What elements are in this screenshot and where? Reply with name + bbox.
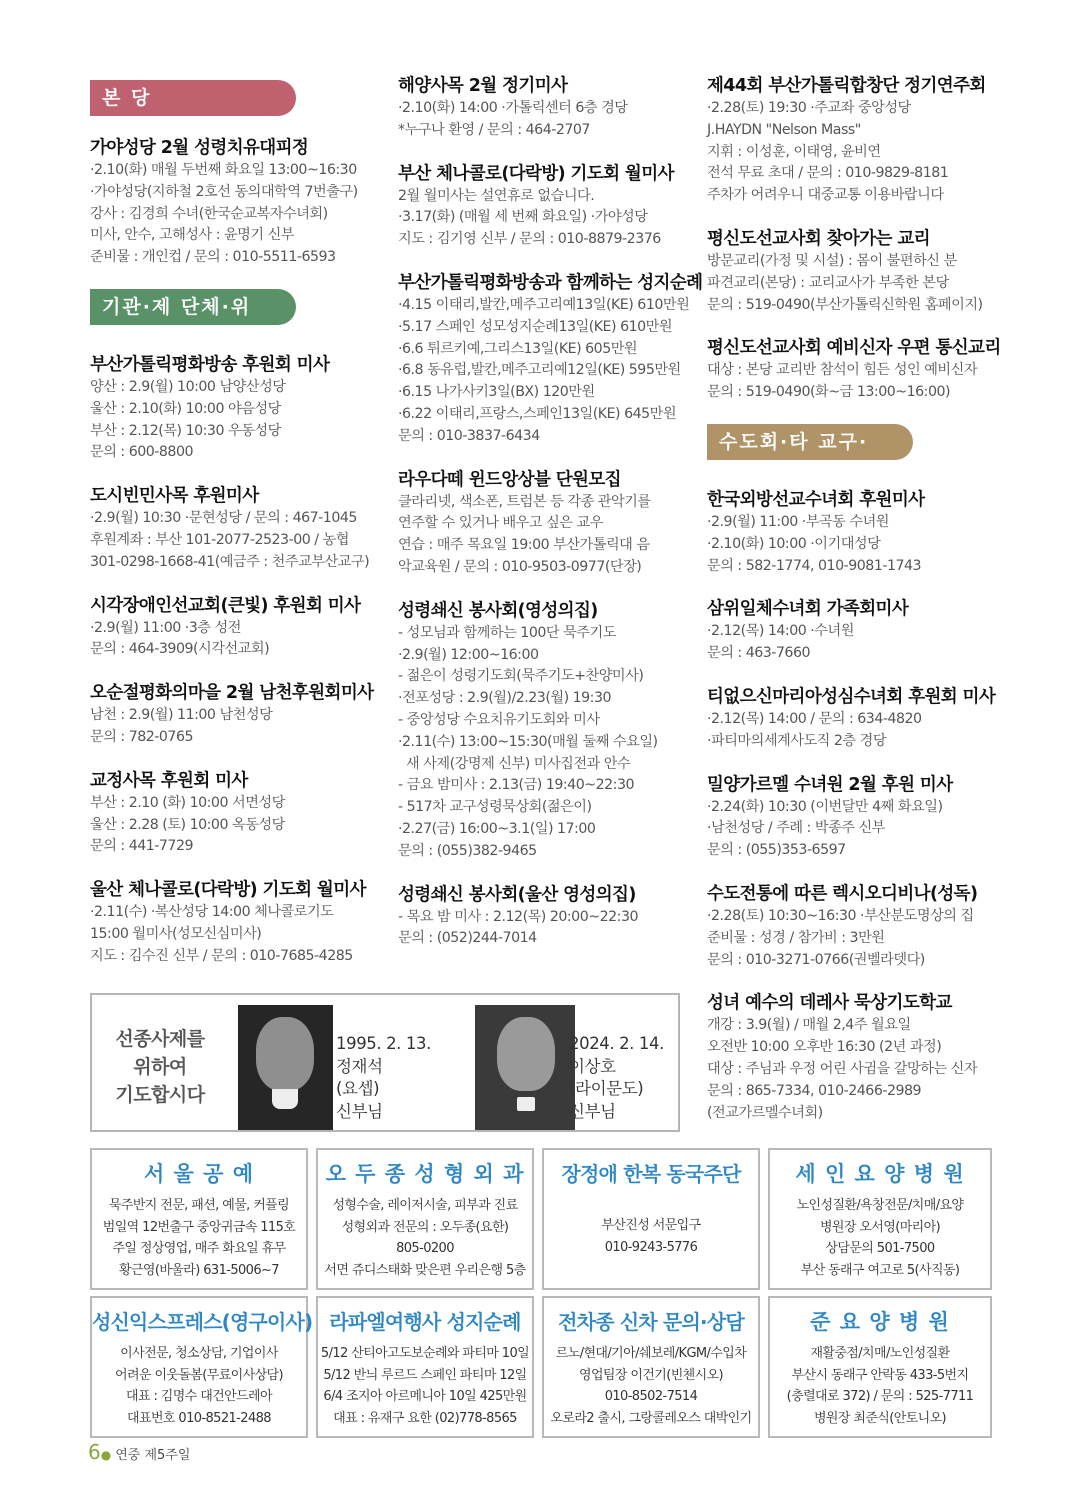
notice-title: 평신도선교사회 찾아가는 교리 [707,228,930,249]
notice-title: 가야성당 2월 성령치유대피정 [90,138,309,158]
notice-item [398,74,693,142]
section-header-religious: 수도회·타 교구·기타 [707,424,913,460]
ad-title: 라파엘여행사 성지순례 [329,1310,521,1334]
column-2 [398,74,703,970]
notice-item [398,883,693,951]
notice-line: 주차가 어려우니 대중교통 이용바랍니다 [707,187,944,204]
notice-line: 강사 : 김경희 수녀(한국순교복자수녀회) [90,205,328,222]
ad-box: 서 울 공 예 묵주반지 전문, 패션, 예물, 커플링 범일역 12번출구 중앙귀금속 115호 주일 정상영업, 매주 화요일 휴무 황근영(바울라) 631-5006~7 [90,1148,308,1290]
notice-line: 부산 : 2.10 (화) 10:00 서면성당 [90,794,285,811]
notice-line: 오전반 10:00 오후반 16:30 (2년 과정) [707,1039,942,1056]
ad-box: 세 인 요 양 병 원 노인성질환/욕창전문/치매/요양 병원장 오서영(마리아) 상담문의 501-7500 부산 동래구 여고로 5(사직동) [768,1148,992,1290]
notice-line: J.HAYDN "Nelson Mass" [707,121,861,138]
notice-line: ·6.15 나가사키3일(BX) 120만원 [398,384,595,401]
notice-line: 클라리넷, 색소폰, 트럼본 등 각종 관악기를 [398,493,651,510]
notice-line: 파견교리(본당) : 교리교사가 부족한 본당 [707,274,949,291]
notice-line: ·2.9(월) 11:00 ·3층 성전 [90,619,241,636]
notice-line: 양산 : 2.9(월) 10:00 남양산성당 [90,378,286,395]
notice-item [398,271,703,448]
section-header-organizations: 기관·제 단체·위원회 [90,289,296,325]
notice-line: ·6.8 동유럽,발칸,메주고리예12일(KE) 595만원 [398,362,681,379]
notice-line: - 성모님과 함께하는 100단 묵주기도 [398,624,616,641]
notice-item [398,162,693,251]
notice-line: ·2.12(목) 14:00 / 문의 : 634-4820 [707,710,922,727]
notice-line: - 중앙성당 수요치유기도회와 미사 [398,711,600,728]
notice-item [90,594,385,662]
notice-line: ·6.6 튀르키예,그리스13일(KE) 605만원 [398,340,638,357]
notice-item [707,991,1002,1124]
notice-title: 시각장애인선교회(큰빛) 후원회 미사 [90,595,361,616]
page-number: 6 [88,1440,101,1464]
ad-title: 오 두 종 성 형 외 과 [325,1162,525,1186]
notice-item [707,773,1002,862]
column-1 [90,74,385,988]
notice-line: 지도 : 김기영 신부 / 문의 : 010-8879-2376 [398,231,661,248]
notice-line: 문의 : 464-3909(시각선교회) [90,641,270,658]
notice-line: 방문교리(가정 및 시설) : 몸이 불편하신 분 [707,252,957,269]
notice-line: 울산 : 2.28 (토) 10:00 옥동성당 [90,816,285,833]
notice-line: 문의 : 600-8800 [90,444,194,461]
ad-box: 오 두 종 성 형 외 과 성형수술, 레이저시술, 피부과 진료 성형외과 전문의 : 오두종(요한) 805-0200 서면 쥬디스태화 맞은편 우리은행 5층 [316,1148,534,1290]
notice-title: 한국외방선교수녀회 후원미사 [707,489,925,510]
notice-line: 문의 : 519-0490(화~금 13:00~16:00) [707,384,951,401]
notice-item [90,484,385,573]
notice-line: ·5.17 스페인 성모성지순례13일(KE) 610만원 [398,318,673,335]
notice-item [90,681,385,749]
notice-item [707,685,1002,753]
notice-line: ·2.10(화) 매월 두번째 화요일 13:00~16:30 [90,162,357,178]
notice-item [707,488,1002,577]
column-3 [707,74,1002,1144]
priest-photo [475,1005,575,1130]
notice-line: 악교육원 / 문의 : 010-9503-0977(단장) [398,558,642,575]
notice-title: 삼위일체수녀회 가족회미사 [707,599,909,620]
notice-line: ·2.27(금) 16:00~3.1(일) 17:00 [398,820,596,837]
priest-info: 2024. 2. 14. 이상호 (라이문도) 신부님 [569,1034,664,1121]
notice-line: 문의 : 519-0490(부산가톨릭신학원 홈페이지) [707,296,983,313]
notice-line: 울산 : 2.10(화) 10:00 야음성당 [90,400,281,417]
priest-photo [238,1005,333,1130]
notice-line: 전석 무료 초대 / 문의 : 010-9829-8181 [707,165,949,182]
notice-item [90,136,385,269]
notice-title: 해양사목 2월 정기미사 [398,76,568,96]
notice-line: 문의 : 010-3837-6434 [398,427,540,444]
notice-line: ·파티마의세계사도직 2층 경당 [707,732,887,749]
notice-line: 문의 : (052)244-7014 [398,930,537,947]
notice-item [707,597,1002,665]
notice-title: 부산가톨릭평화방송 후원회 미사 [90,354,330,375]
notice-item [707,882,1002,971]
notice-line: 남천 : 2.9(월) 11:00 남천성당 [90,707,273,724]
ad-box: 라파엘여행사 성지순례 5/12 산티아고도보순례와 파티마 10일 5/12 반늬 루르드 스페인 파티마 12일 6/4 조지아 아르메니아 10일 425만원 대표 : 유재구 요한 (02)778-8565 [316,1296,534,1438]
memorial-box [90,993,680,1132]
notice-title: 수도전통에 따른 렉시오디비나(성독) [707,883,978,904]
notice-line: 대상 : 주님과 우정 어린 사귐을 갈망하는 신자 [707,1060,978,1077]
notice-line: ·2.28(토) 10:30~16:30 ·부산분도명상의 집 [707,907,974,924]
bullet-icon: ● [100,1448,112,1462]
notice-item [90,353,385,464]
notice-item [90,878,385,967]
notice-line: 연주할 수 있거나 배우고 싶은 교우 [398,515,603,532]
notice-title: 평신도선교사회 예비신자 우편 통신교리 [707,338,1001,359]
ad-title: 서 울 공 예 [143,1162,255,1186]
notice-line: ·3.17(화) (매월 세 번째 화요일) ·가야성당 [398,209,648,226]
notice-line: 15:00 월미사(성모신심미사) [90,925,262,942]
notice-line: 개강 : 3.9(월) / 매월 2,4주 월요일 [707,1017,911,1034]
ad-box: 성신익스프레스(영구이사) 이사전문, 청소상담, 기업이사 어려운 이웃돌봄(무료이사상담) 대표 : 김명수 대건안드레아 대표번호 010-8521-2488 [90,1296,308,1438]
notice-item [398,599,693,863]
notice-line: ·2.11(수) 13:00~15:30(매월 둘째 수요일) [398,733,658,750]
notice-line: 후원계좌 : 부산 101-2077-2523-00 / 농협 [90,531,349,548]
notice-title: 성령쇄신 봉사회(울산 영성의집) [398,884,636,905]
page-footer [88,1440,190,1464]
notice-title: 부산 체나콜로(다락방) 기도회 월미사 [398,163,674,184]
notice-line: 문의 : 441-7729 [90,838,194,855]
notice-line: 연습 : 매주 목요일 19:00 부산가톨릭대 음 [398,537,650,554]
notice-title: 라우다떼 윈드앙상블 단원모집 [398,469,621,490]
notice-line: ·남천성당 / 주례 : 박종주 신부 [707,820,885,837]
notice-line: 지도 : 김수진 신부 / 문의 : 010-7685-4285 [90,947,353,964]
notice-title: 부산가톨릭평화방송과 함께하는 성지순례 [398,272,703,293]
memorial-heading: 선종사제를 위하여 기도합시다 [115,1028,205,1106]
notice-line: ·2.10(화) 14:00 ·가톨릭센터 6층 경당 [398,100,628,116]
notice-title: 울산 체나콜로(다락방) 기도회 월미사 [90,880,366,901]
notice-line: ·2.10(화) 10:00 ·이기대성당 [707,535,881,552]
notice-line: ·4.15 이태리,발칸,메주고리예13일(KE) 610만원 [398,296,690,313]
notice-line: - 젊은이 성령기도회(묵주기도+찬양미사) [398,668,644,685]
notice-item [398,468,693,579]
notice-line: ·2.28(토) 19:30 ·주교좌 중앙성당 [707,100,911,116]
ad-title: 세 인 요 양 병 원 [795,1162,965,1186]
notice-line: 문의 : 782-0765 [90,728,194,745]
ad-title: 전차종 신차 문의·상담 [558,1310,744,1334]
notice-line: 준비물 : 개인컵 / 문의 : 010-5511-6593 [90,249,336,266]
ad-box: 준 요 양 병 원 재활중점/치매/노인성질환 부산시 동래구 안락동 433-5번지 (충렬대로 372) / 문의 : 525-7711 병원장 최준식(안토니오) [768,1296,992,1438]
notice-line: 문의 : 865-7334, 010-2466-2989 [707,1082,922,1099]
notice-line: 문의 : 463-7660 [707,645,811,662]
notice-line: ·가야성당(지하철 2호선 동의대학역 7번출구) [90,183,358,200]
notice-item [90,769,385,858]
notice-item [707,227,1002,316]
notice-line: ·2.9(월) 10:30 ·문현성당 / 문의 : 467-1045 [90,510,357,527]
notice-line: ·6.22 이태리,프랑스,스페인13일(KE) 645만원 [398,405,677,422]
notice-line: 대상 : 본당 교리반 참석이 힘든 성인 예비신자 [707,362,978,379]
notice-title: 제44회 부산가톨릭합창단 정기연주회 [707,76,986,96]
notice-line: ·전포성당 : 2.9(월)/2.23(월) 19:30 [398,690,612,707]
notice-line: - 517차 교구성령묵상회(젊은이) [398,799,592,816]
notice-title: 성녀 예수의 데레사 묵상기도학교 [707,993,952,1014]
notice-title: 도시빈민사목 후원미사 [90,486,259,507]
notice-line: ·2.11(수) ·복산성당 14:00 체나콜로기도 [90,904,334,921]
notice-line: 301-0298-1668-41(예금주 : 천주교부산교구) [90,553,370,570]
notice-title: 티없으신마리아성심수녀회 후원회 미사 [707,686,996,707]
notice-line: 부산 : 2.12(목) 10:30 우동성당 [90,422,281,439]
ad-box: 장정애 한복 동국주단 부산진성 서문입구 010-9243-5776 [542,1148,760,1290]
notice-line: ·2.9(월) 11:00 ·부곡동 수녀원 [707,513,890,530]
notice-line: 준비물 : 성경 / 참가비 : 3만원 [707,929,885,946]
section-header-main-parish: 본 당 [90,80,296,116]
notice-line: 문의 : 582-1774, 010-9081-1743 [707,557,922,574]
notice-line: 지휘 : 이성훈, 이태영, 윤비연 [707,143,881,160]
ad-title: 성신익스프레스(영구이사) [92,1310,313,1334]
notice-line: 미사, 안수, 고해성사 : 윤명기 신부 [90,227,295,244]
notice-title: 오순절평화의마을 2월 남천후원회미사 [90,683,374,704]
notice-line: ·2.24(화) 10:30 (이번달만 4째 화요일) [707,798,943,815]
notice-line: 문의 : 010-3271-0766(권벨라뎃다) [707,951,925,968]
notice-line: ·2.9(월) 12:00~16:00 [398,646,539,663]
notice-line: *누구나 환영 / 문의 : 464-2707 [398,121,590,138]
notice-title: 교정사목 후원회 미사 [90,770,248,791]
ad-box: 전차종 신차 문의·상담 르노/현대/기아/쉐보레/KGM/수입차 영업팀장 이건기(빈첸시오) 010-8502-7514 오로라2 출시, 그랑콜레오스 대박인기 [542,1296,760,1438]
ad-title: 장정애 한복 동국주단 [561,1162,741,1186]
notice-line: 새 사제(강명제 신부) 미사집전과 안수 [406,755,631,772]
notice-line: ·2.12(목) 14:00 ·수녀원 [707,623,854,640]
notice-line: - 금요 밤미사 : 2.13(금) 19:40~22:30 [398,777,634,794]
notice-line: - 목요 밤 미사 : 2.12(목) 20:00~22:30 [398,908,639,925]
notice-line: 2월 월미사는 설연휴로 없습니다. [398,187,595,204]
notice-line: (전교가르멜수녀회) [707,1104,823,1121]
notice-line: 문의 : (055)353-6597 [707,842,846,859]
notice-item [707,336,1002,404]
ad-title: 준 요 양 병 원 [810,1310,950,1334]
notice-item [707,74,1002,207]
priest-info: 1995. 2. 13. 정재석 (요셉) 신부님 [336,1034,431,1121]
footer-label: 연중 제5주일 [115,1448,191,1463]
notice-title: 밀양가르멜 수녀원 2월 후원 미사 [707,774,953,795]
notice-line: 문의 : (055)382-9465 [398,842,537,859]
notice-title: 성령쇄신 봉사회(영성의집) [398,600,598,621]
